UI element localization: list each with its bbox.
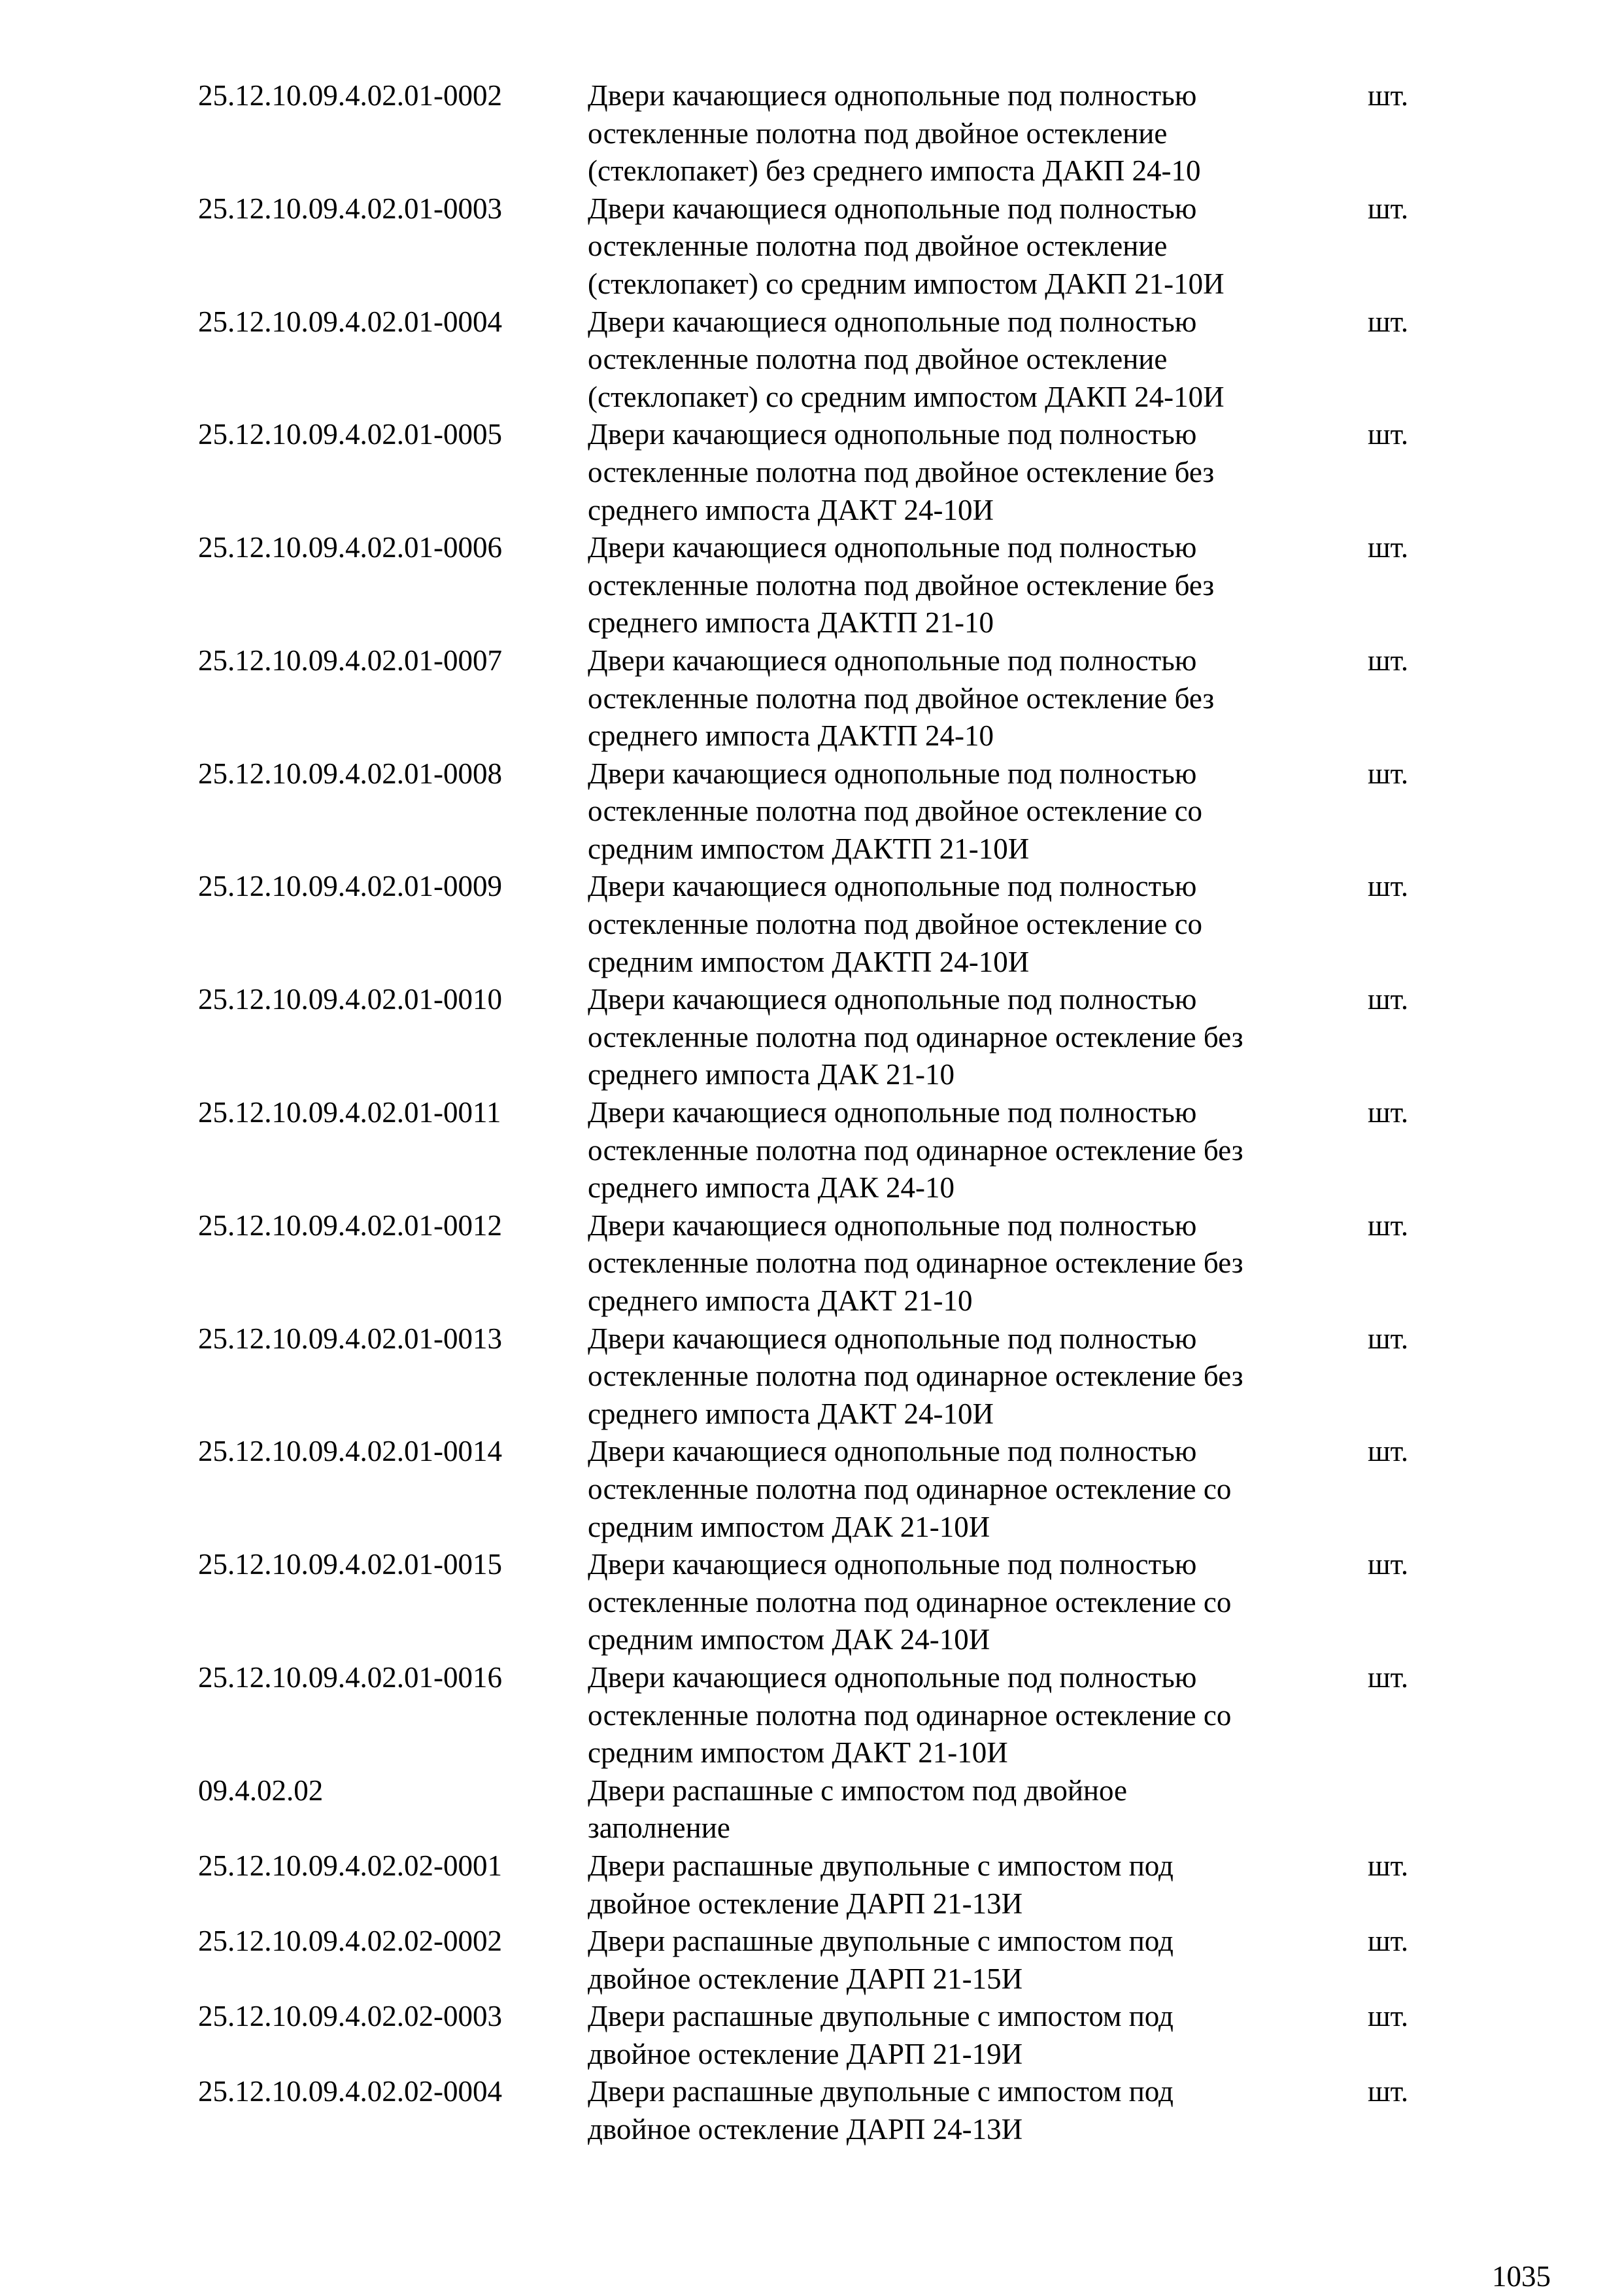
item-code: 25.12.10.09.4.02.01-0008: [198, 757, 502, 790]
item-unit: шт.: [1368, 305, 1409, 338]
description-line: остекленные полотна под одинарное остекление без: [588, 1020, 1243, 1054]
description-line: Двери качающиеся однопольные под полностью: [588, 983, 1197, 1016]
item-description: [588, 529, 1346, 642]
table-row: [0, 2073, 1622, 2148]
description-line: Двери качающиеся однопольные под полностью: [588, 1660, 1197, 1694]
item-code: 09.4.02.02: [198, 1773, 324, 1807]
table-row: [0, 1923, 1622, 1998]
item-description: [588, 190, 1346, 303]
table-row: [0, 77, 1622, 190]
table-row: [0, 1659, 1622, 1772]
item-description: [588, 77, 1346, 190]
description-line: среднего импоста ДАКТП 21-10: [588, 606, 994, 640]
item-unit: шт.: [1368, 1435, 1409, 1468]
description-line: Двери качающиеся однопольные под полностью: [588, 1322, 1197, 1355]
description-line: остекленные полотна под двойное остекление: [588, 116, 1168, 150]
description-line: остекленные полотна под двойное остекление со: [588, 795, 1203, 828]
item-unit: шт.: [1368, 643, 1409, 677]
description-line: остекленные полотна под двойное остекление: [588, 343, 1168, 376]
item-code: 25.12.10.09.4.02.01-0009: [198, 870, 502, 903]
description-line: двойное остекление ДАРП 21-19И: [588, 2037, 1023, 2070]
table-row: [0, 755, 1622, 868]
item-description: [588, 755, 1346, 868]
item-description: [588, 303, 1346, 417]
description-line: средним импостом ДАКТП 24-10И: [588, 945, 1030, 978]
description-line: остекленные полотна под одинарное остекление со: [588, 1585, 1232, 1619]
description-line: остекленные полотна под одинарное остекление со: [588, 1472, 1232, 1505]
description-line: средним импостом ДАКТ 21-10И: [588, 1736, 1008, 1770]
item-unit: шт.: [1368, 983, 1409, 1016]
table-row: [0, 1998, 1622, 2073]
table-row: [0, 642, 1622, 755]
table-row: [0, 1772, 1622, 1847]
item-description: [588, 1659, 1346, 1772]
description-line: Двери качающиеся однопольные под полностью: [588, 418, 1197, 451]
description-line: остекленные полотна под двойное остекление без: [588, 568, 1215, 602]
item-code: 25.12.10.09.4.02.01-0007: [198, 643, 502, 677]
item-unit: шт.: [1368, 418, 1409, 451]
description-line: двойное остекление ДАРП 24-13И: [588, 2113, 1023, 2146]
item-code: 25.12.10.09.4.02.01-0015: [198, 1548, 502, 1581]
description-line: Двери качающиеся однопольные под полностью: [588, 192, 1197, 225]
description-line: Двери распашные двупольные с импостом под: [588, 2075, 1174, 2108]
item-unit: шт.: [1368, 79, 1409, 112]
description-line: среднего импоста ДАКТП 24-10: [588, 719, 994, 753]
table-row: [0, 1094, 1622, 1207]
description-line: Двери качающиеся однопольные под полностью: [588, 305, 1197, 338]
item-unit: шт.: [1368, 1849, 1409, 1882]
item-code: 25.12.10.09.4.02.02-0003: [198, 2000, 502, 2033]
description-line: остекленные полотна под двойное остекление: [588, 230, 1168, 263]
description-line: Двери качающиеся однопольные под полностью: [588, 531, 1197, 564]
catalog-table: [0, 77, 1622, 2149]
item-code: 25.12.10.09.4.02.01-0012: [198, 1208, 502, 1242]
description-line: остекленные полотна под двойное остекление без: [588, 455, 1215, 488]
item-description: [588, 1847, 1346, 1923]
description-line: средним импостом ДАКТП 21-10И: [588, 832, 1030, 865]
item-description: [588, 416, 1346, 529]
item-unit: шт.: [1368, 2000, 1409, 2033]
table-row: [0, 416, 1622, 529]
description-line: остекленные полотна под двойное остекление без: [588, 681, 1215, 715]
item-description: [588, 1207, 1346, 1320]
description-line: остекленные полотна под двойное остекление со: [588, 908, 1203, 941]
table-row: [0, 529, 1622, 642]
description-line: Двери распашные двупольные с импостом под: [588, 1849, 1174, 1882]
item-description: [588, 1546, 1346, 1659]
item-description: [588, 1772, 1346, 1847]
item-code: 25.12.10.09.4.02.01-0014: [198, 1435, 502, 1468]
description-line: средним импостом ДАК 24-10И: [588, 1623, 990, 1656]
item-code: 25.12.10.09.4.02.02-0004: [198, 2075, 502, 2108]
description-line: (стеклопакет) со средним импостом ДАКП 24-10И: [588, 380, 1225, 413]
description-line: остекленные полотна под одинарное остекление без: [588, 1246, 1243, 1280]
item-unit: шт.: [1368, 1208, 1409, 1242]
item-code: 25.12.10.09.4.02.01-0010: [198, 983, 502, 1016]
item-unit: шт.: [1368, 1660, 1409, 1694]
item-unit: шт.: [1368, 870, 1409, 903]
table-row: [0, 1546, 1622, 1659]
item-unit: шт.: [1368, 531, 1409, 564]
item-code: 25.12.10.09.4.02.02-0001: [198, 1849, 502, 1882]
description-line: среднего импоста ДАК 24-10: [588, 1171, 955, 1205]
item-description: [588, 2073, 1346, 2148]
table-row: [0, 1847, 1622, 1923]
item-description: [588, 1923, 1346, 1998]
item-code: 25.12.10.09.4.02.01-0005: [198, 418, 502, 451]
description-line: Двери качающиеся однопольные под полностью: [588, 79, 1197, 112]
description-line: среднего импоста ДАКТ 24-10И: [588, 493, 994, 526]
item-unit: шт.: [1368, 192, 1409, 225]
description-line: остекленные полотна под одинарное остекление со: [588, 1698, 1232, 1732]
description-line: Двери качающиеся однопольные под полностью: [588, 1096, 1197, 1129]
description-line: Двери качающиеся однопольные под полностью: [588, 1208, 1197, 1242]
table-row: [0, 303, 1622, 417]
description-line: двойное остекление ДАРП 21-15И: [588, 1962, 1023, 1995]
item-code: 25.12.10.09.4.02.01-0006: [198, 531, 502, 564]
description-line: Двери распашные двупольные с импостом под: [588, 1925, 1174, 1958]
item-unit: шт.: [1368, 1096, 1409, 1129]
item-code: 25.12.10.09.4.02.01-0004: [198, 305, 502, 338]
description-line: (стеклопакет) без среднего импоста ДАКП 24-10: [588, 154, 1201, 188]
item-unit: шт.: [1368, 2075, 1409, 2108]
item-unit: шт.: [1368, 1548, 1409, 1581]
item-code: 25.12.10.09.4.02.01-0011: [198, 1096, 501, 1129]
item-unit: шт.: [1368, 757, 1409, 790]
item-description: [588, 1433, 1346, 1546]
description-line: Двери распашные двупольные с импостом под: [588, 2000, 1174, 2033]
item-description: [588, 868, 1346, 981]
description-line: средним импостом ДАК 21-10И: [588, 1510, 990, 1543]
description-line: Двери распашные с импостом под двойное: [588, 1773, 1128, 1807]
item-code: 25.12.10.09.4.02.01-0016: [198, 1660, 502, 1694]
item-code: 25.12.10.09.4.02.01-0003: [198, 192, 502, 225]
description-line: Двери качающиеся однопольные под полностью: [588, 757, 1197, 790]
table-row: [0, 868, 1622, 981]
item-code: 25.12.10.09.4.02.01-0002: [198, 79, 502, 112]
description-line: Двери качающиеся однопольные под полностью: [588, 643, 1197, 677]
item-description: [588, 642, 1346, 755]
item-description: [588, 1320, 1346, 1433]
description-line: (стеклопакет) со средним импостом ДАКП 21-10И: [588, 267, 1225, 300]
description-line: Двери качающиеся однопольные под полностью: [588, 870, 1197, 903]
item-code: 25.12.10.09.4.02.02-0002: [198, 1925, 502, 1958]
description-line: остекленные полотна под одинарное остекление без: [588, 1133, 1243, 1167]
item-unit: шт.: [1368, 1925, 1409, 1958]
table-row: [0, 1207, 1622, 1320]
description-line: среднего импоста ДАКТ 21-10: [588, 1284, 973, 1317]
item-unit: шт.: [1368, 1322, 1409, 1355]
description-line: среднего импоста ДАКТ 24-10И: [588, 1397, 994, 1430]
description-line: Двери качающиеся однопольные под полностью: [588, 1548, 1197, 1581]
table-row: [0, 1433, 1622, 1546]
description-line: заполнение: [588, 1811, 730, 1845]
description-line: Двери качающиеся однопольные под полностью: [588, 1435, 1197, 1468]
table-row: [0, 981, 1622, 1094]
item-description: [588, 981, 1346, 1094]
item-description: [588, 1094, 1346, 1207]
table-row: [0, 1320, 1622, 1433]
table-row: [0, 190, 1622, 303]
item-description: [588, 1998, 1346, 2073]
item-code: 25.12.10.09.4.02.01-0013: [198, 1322, 502, 1355]
page-number: 1035: [1492, 2260, 1551, 2293]
description-line: среднего импоста ДАК 21-10: [588, 1058, 955, 1091]
description-line: остекленные полотна под одинарное остекление без: [588, 1360, 1243, 1393]
description-line: двойное остекление ДАРП 21-13И: [588, 1887, 1023, 1920]
